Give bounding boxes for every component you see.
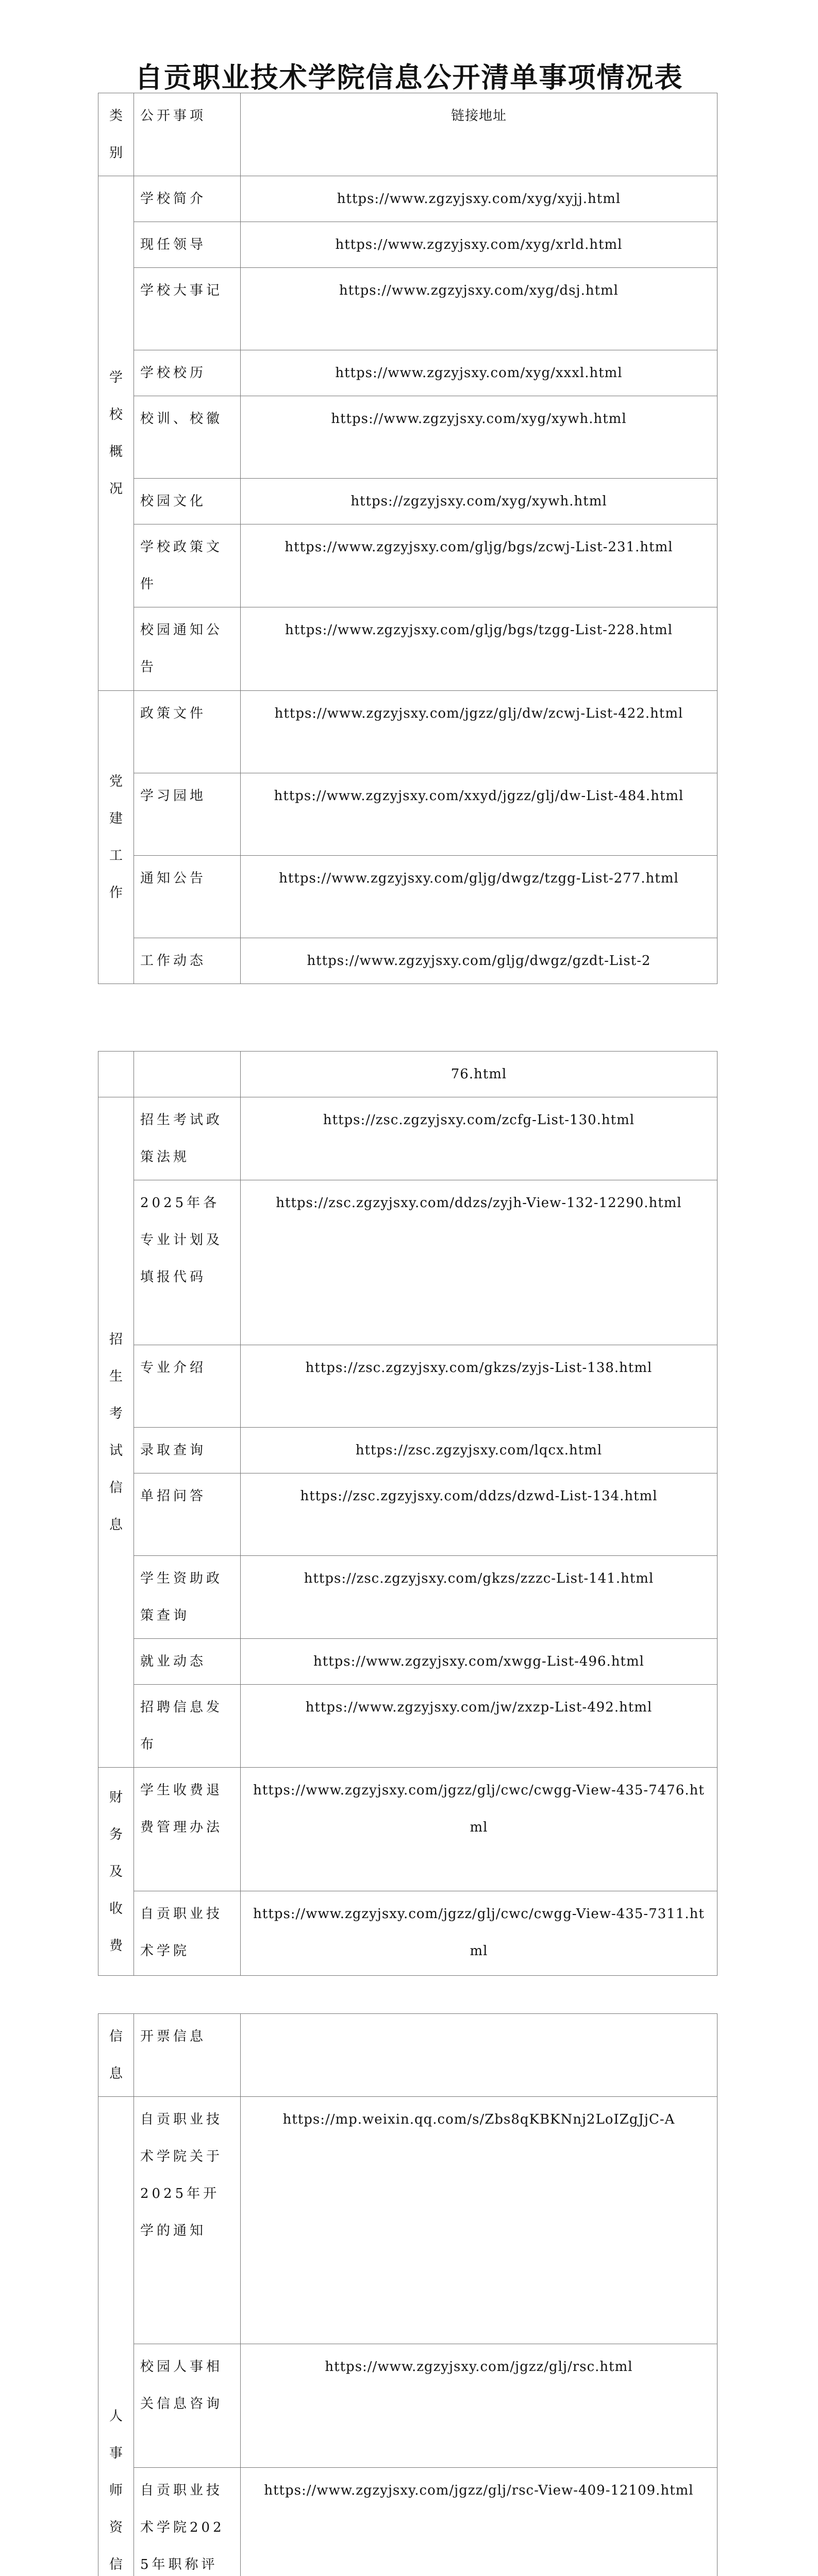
table-row xyxy=(98,773,717,856)
table-page xyxy=(98,93,717,984)
item-cell: 学校政策文件 xyxy=(134,524,241,607)
item-cell: 自贡职业技术学院 xyxy=(134,1891,241,1976)
link-cell[interactable]: https://www.zgzyjsxy.com/xyg/xrld.html xyxy=(241,222,717,268)
link-cell[interactable]: https://www.zgzyjsxy.com/gljg/dwgz/gzdt-List-2 xyxy=(241,938,717,984)
table-row xyxy=(98,938,717,984)
table-row xyxy=(98,350,717,396)
item-cell: 校训、校徽 xyxy=(134,396,241,479)
table-row xyxy=(98,1556,717,1639)
table-row xyxy=(98,2014,717,2097)
item-cell: 招聘信息发布 xyxy=(134,1685,241,1768)
link-cell[interactable]: https://www.zgzyjsxy.com/xxyd/jgzz/glj/dw-List-484.html xyxy=(241,773,717,856)
link-cell[interactable]: https://www.zgzyjsxy.com/jgzz/glj/cwc/cwgg-View-435-7311.html xyxy=(241,1891,717,1976)
table-row xyxy=(98,2344,717,2468)
disclosure-table xyxy=(98,2013,717,2576)
link-cell[interactable]: https://www.zgzyjsxy.com/xyg/dsj.html xyxy=(241,268,717,350)
category-cell: 信息 xyxy=(98,2014,134,2097)
link-cell[interactable]: https://www.zgzyjsxy.com/gljg/bgs/tzgg-List-228.html xyxy=(241,607,717,691)
item-cell: 校园人事相关信息咨询 xyxy=(134,2344,241,2468)
item-cell: 现任领导 xyxy=(134,222,241,268)
category-cell xyxy=(98,1052,134,1097)
item-cell: 工作动态 xyxy=(134,938,241,984)
table-row xyxy=(98,268,717,350)
table-row xyxy=(98,1052,717,1097)
header-row xyxy=(98,93,717,176)
item-cell: 校园通知公告 xyxy=(134,607,241,691)
link-cell[interactable]: https://www.zgzyjsxy.com/gljg/bgs/zcwj-List-231.html xyxy=(241,524,717,607)
header-link: 链接地址 xyxy=(241,93,717,176)
item-cell: 开票信息 xyxy=(134,2014,241,2097)
table-row xyxy=(98,1180,717,1345)
item-cell: 就业动态 xyxy=(134,1639,241,1685)
table-row xyxy=(98,607,717,691)
link-cell[interactable]: https://zsc.zgzyjsxy.com/gkzs/zzzc-List-141.html xyxy=(241,1556,717,1639)
table-row xyxy=(98,1345,717,1428)
table-page xyxy=(98,2013,717,2576)
category-cell: 学校概况 xyxy=(98,176,134,691)
table-row xyxy=(98,856,717,938)
link-cell[interactable]: https://zsc.zgzyjsxy.com/zcfg-List-130.html xyxy=(241,1097,717,1180)
item-cell: 学习园地 xyxy=(134,773,241,856)
table-page xyxy=(98,1051,717,1976)
header-category: 类别 xyxy=(98,93,134,176)
link-cell[interactable]: https://mp.weixin.qq.com/s/Zbs8qKBKNnj2LoIZgJjC-A xyxy=(241,2097,717,2344)
disclosure-table xyxy=(98,1051,717,1976)
table-row xyxy=(98,396,717,479)
category-cell: 财务及收费 xyxy=(98,1768,134,1976)
item-cell: 招生考试政策法规 xyxy=(134,1097,241,1180)
link-cell[interactable]: https://zsc.zgzyjsxy.com/ddzs/dzwd-List-134.html xyxy=(241,1473,717,1556)
table-row xyxy=(98,176,717,222)
link-cell[interactable]: https://www.zgzyjsxy.com/xyg/xyjj.html xyxy=(241,176,717,222)
table-row xyxy=(98,1473,717,1556)
table-row xyxy=(98,691,717,773)
item-cell: 学校简介 xyxy=(134,176,241,222)
document-title: 自贡职业技术学院信息公开清单事项情况表 xyxy=(135,61,683,94)
table-row xyxy=(98,479,717,524)
item-cell: 自贡职业技术学院2025年职称评 xyxy=(134,2468,241,2576)
link-cell[interactable]: https://www.zgzyjsxy.com/xyg/xywh.html xyxy=(241,396,717,479)
header-item: 公开事项 xyxy=(134,93,241,176)
item-cell: 学校大事记 xyxy=(134,268,241,350)
table-row xyxy=(98,1768,717,1891)
table-row xyxy=(98,1428,717,1473)
link-cell[interactable]: https://www.zgzyjsxy.com/jgzz/glj/cwc/cwgg-View-435-7476.html xyxy=(241,1768,717,1891)
item-cell: 2025年各专业计划及填报代码 xyxy=(134,1180,241,1345)
link-cell[interactable]: https://zsc.zgzyjsxy.com/ddzs/zyjh-View-132-12290.html xyxy=(241,1180,717,1345)
link-cell[interactable]: https://www.zgzyjsxy.com/jw/zxzp-List-492.html xyxy=(241,1685,717,1768)
table-row xyxy=(98,2097,717,2344)
table-row xyxy=(98,1685,717,1768)
item-cell: 校园文化 xyxy=(134,479,241,524)
link-cell[interactable]: https://www.zgzyjsxy.com/jgzz/glj/rsc-View-409-12109.html xyxy=(241,2468,717,2576)
link-cell[interactable]: https://www.zgzyjsxy.com/xwgg-List-496.html xyxy=(241,1639,717,1685)
category-cell: 党建工作 xyxy=(98,691,134,984)
link-cell[interactable]: https://www.zgzyjsxy.com/gljg/dwgz/tzgg-List-277.html xyxy=(241,856,717,938)
table-row xyxy=(98,1639,717,1685)
category-cell: 人事师资信 xyxy=(98,2097,134,2576)
table-row xyxy=(98,1097,717,1180)
link-cell[interactable]: https://www.zgzyjsxy.com/jgzz/glj/dw/zcwj-List-422.html xyxy=(241,691,717,773)
item-cell: 自贡职业技术学院关于2025年开学的通知 xyxy=(134,2097,241,2344)
item-cell: 学生资助政策查询 xyxy=(134,1556,241,1639)
table-row xyxy=(98,524,717,607)
link-cell[interactable] xyxy=(241,2014,717,2097)
link-cell[interactable]: https://www.zgzyjsxy.com/jgzz/glj/rsc.html xyxy=(241,2344,717,2468)
link-cell[interactable]: https://www.zgzyjsxy.com/xyg/xxxl.html xyxy=(241,350,717,396)
disclosure-table xyxy=(98,93,717,984)
table-row xyxy=(98,2468,717,2576)
item-cell: 录取查询 xyxy=(134,1428,241,1473)
item-cell: 学生收费退费管理办法 xyxy=(134,1768,241,1891)
item-cell xyxy=(134,1052,241,1097)
item-cell: 通知公告 xyxy=(134,856,241,938)
category-cell: 招生考试信息 xyxy=(98,1097,134,1768)
link-cell[interactable]: 76.html xyxy=(241,1052,717,1097)
item-cell: 专业介绍 xyxy=(134,1345,241,1428)
table-row xyxy=(98,222,717,268)
link-cell[interactable]: https://zsc.zgzyjsxy.com/lqcx.html xyxy=(241,1428,717,1473)
link-cell[interactable]: https://zsc.zgzyjsxy.com/gkzs/zyjs-List-138.html xyxy=(241,1345,717,1428)
item-cell: 单招问答 xyxy=(134,1473,241,1556)
link-cell[interactable]: https://zgzyjsxy.com/xyg/xywh.html xyxy=(241,479,717,524)
item-cell: 学校校历 xyxy=(134,350,241,396)
table-row xyxy=(98,1891,717,1976)
item-cell: 政策文件 xyxy=(134,691,241,773)
